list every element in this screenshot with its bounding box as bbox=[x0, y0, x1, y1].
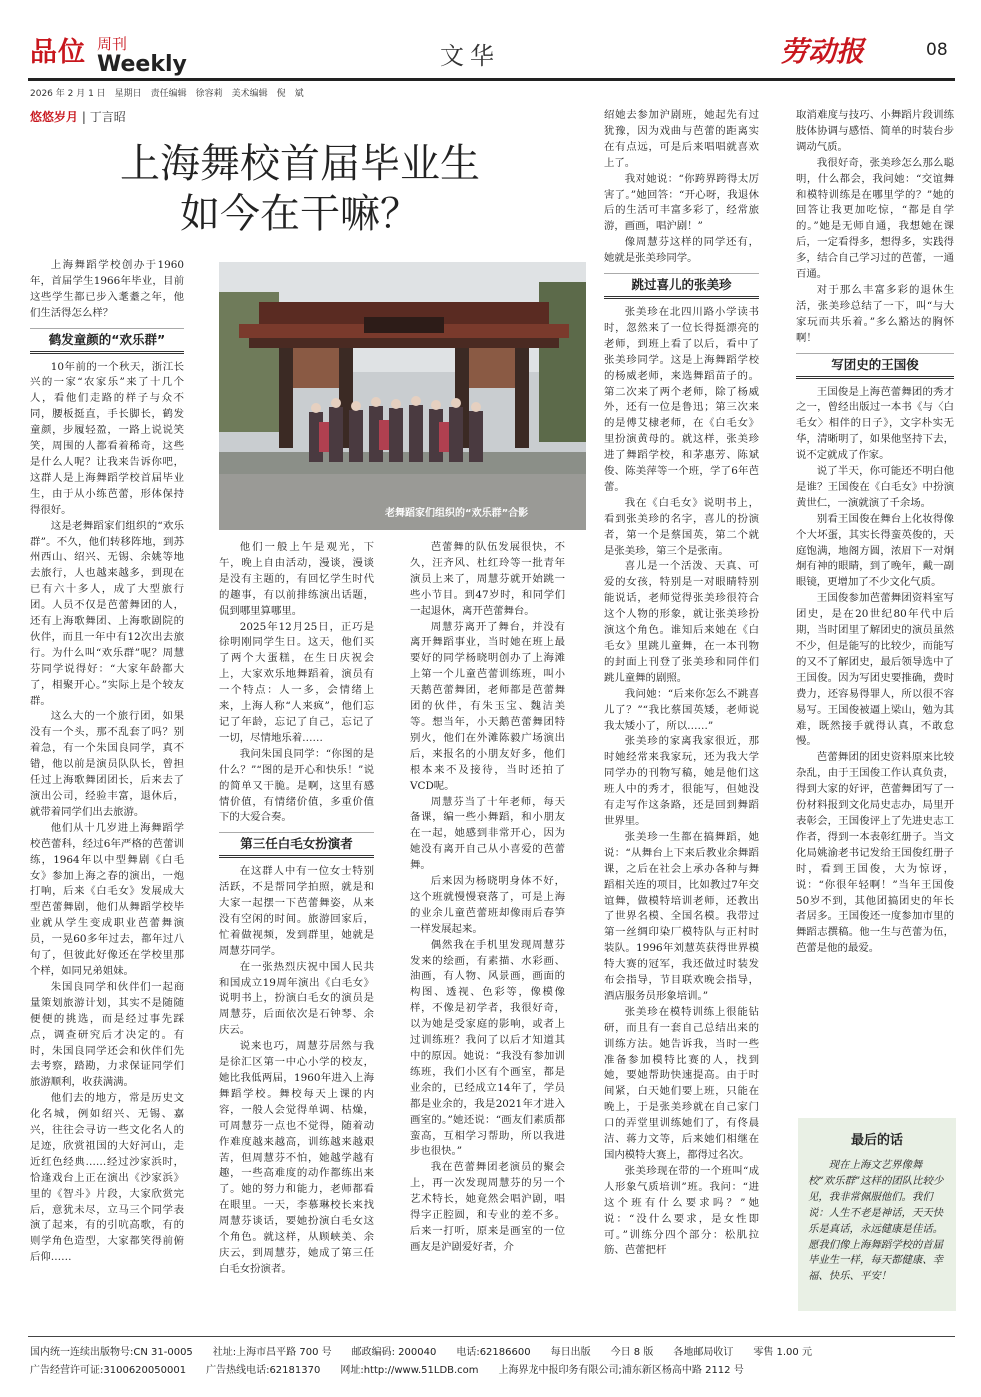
paragraph: 王国俊是上海芭蕾舞团的秀才之一，曾经出版过一本书《与〈白毛女〉相伴的日子》，文字朴实无华，清晰明了，如果他坚持下去，说不定就成了作家。 bbox=[796, 385, 954, 462]
footer-line-2: 广告经营许可证:3100620050001 广告热线电话:62181370 网址:http://www.51LDB.com 上海界龙中报印务有限公司;浦东新区杨高中路 2112 号 bbox=[30, 1365, 744, 1376]
paragraph: 我问朱国良同学：“你图的是什么？”“图的是开心和快乐！”说的简单又干脆。是啊，这里有感情价值，有情绪价值，多重价值下的大爱合奏。 bbox=[219, 747, 374, 824]
paper-name: 劳动报 bbox=[780, 35, 865, 68]
paragraph: 张美珍现在带的一个班叫“成人形象气质培训”班。我问：“进这个班有什么要求吗？”她说：“没什么要求，是女性即可。”训练分四个部分：松肌拉筋、芭蕾把杆 bbox=[604, 1164, 759, 1257]
paragraph: 取消难度与技巧、小舞蹈片段训练肢体协调与感悟、简单的时装台步调动气质。 bbox=[796, 109, 954, 153]
paragraph: 这么大的一个旅行团，如果没有一个头，那不乱套了吗？别着急，有一个朱国良同学，真不错，他以前是演员队队长，曾担任过上海歌舞团团长，后来去了演出公司，经验丰富，退休后，就带着同学们出去旅游。 bbox=[30, 710, 184, 818]
headline-line2: 如今在干嘛？ bbox=[180, 191, 420, 237]
paragraph: 像周慧芬这样的同学还有，她就是张美珍同学。 bbox=[604, 236, 759, 265]
headline-line1: 上海舞校首届毕业生 bbox=[120, 141, 480, 187]
column-tag: 悠悠岁月 | 丁言昭 bbox=[30, 110, 126, 124]
paragraph: 在这群人中有一位女士特别活跃，不是帮同学拍照，就是和大家一起摆一下芭蕾舞姿，从来没有空闲的时间。旅游回家后，忙着做视频，发到群里，她就是周慧芬同学。 bbox=[219, 865, 374, 957]
paragraph: 这是老舞蹈家们组织的“欢乐群”。不久，他们转移阵地，到苏州西山、绍兴、无锡、余姚等地去旅行，人也越来越多，到现在已有六十多人，成了大型旅行团。人员不仅是芭蕾舞团的人，还有上海歌舞团、上海歌剧院的伙伴，而且一年中有12次出去旅行。为什么叫“欢乐群”呢？周慧芬同学说得好：“大家年龄都大了，相聚开心。”实际上是个较友群。 bbox=[30, 519, 184, 707]
paragraph: 周慧芬离开了舞台，并没有离开舞蹈事业，当时她在班上最要好的同学杨晓明创办了上海滩上第一个儿童芭蕾训练班，叫小天鹅芭蕾舞团，老师都是芭蕾舞团的伙伴，有朱玉宝、魏洁美等。想当年，小天鹅芭蕾舞团特别火，他们在外滩陈毅广场演出后，来报名的小朋友好多，他们根本来不及接待，当时还拍了VCD呢。 bbox=[410, 620, 565, 792]
paragraph: 绍她去参加沪剧班，她起先有过犹豫，因为戏曲与芭蕾的距离实在有点远，可是后来唱唱就喜欢上了。 bbox=[604, 109, 759, 169]
footer-line-1: 国内统一连续出版物号:CN 31-0005 社址:上海市昌平路 700 号 邮政编码: 200040 电话:62186600 每日出版 今日 8 版 各地邮局收订 零售 1.00 元 bbox=[30, 1347, 812, 1358]
subhead-1: 鹤发童颜的“欢乐群” bbox=[30, 328, 184, 354]
paragraph: 他们从十几岁进上海舞蹈学校芭蕾科，经过6年严格的芭蕾训练，1964年以中型舞剧《白毛女》参加上海之春的演出，一炮打响，后来《白毛女》发展成大型芭蕾舞剧，他们从舞蹈学校毕业就从学生变成职业芭蕾舞演员，一晃60多年过去，都年过八旬了，但彼此好像还在学校里那个样，如同兄弟姐妹。 bbox=[30, 821, 184, 977]
masthead-rule bbox=[28, 78, 955, 81]
section-name: 文华 bbox=[440, 42, 500, 70]
paragraph: 芭蕾舞的队伍发展很快，不久，汪齐风、杜红玲等一批青年演员上来了，周慧芬就开始跳一些小节目。到47岁时，和同学们一起退休，离开芭蕾舞台。 bbox=[410, 541, 565, 617]
paragraph: 偶然我在手机里发现周慧芬发来的绘画，有素描、水彩画、油画，有人物、风景画，画面的构图、透视、色彩等，像模像样，不像是初学者，我很好奇，以为她是受家庭的影响，或者上过训练班？我问了以后才知道其中的原因。她说：“我没有参加训练班，我们小区有个画室，都是业余的，已经成立14年了，学员都是业余的，我是2021年才进入画室的。”她还说：“画友们素质都蛮高，互相学习帮助，所以我进步也很快。” bbox=[410, 938, 565, 1158]
paragraph: 对于那么丰富多彩的退休生活，张美珍总结了一下，叫“与大家玩而共乐着。”多么豁达的胸怀啊！ bbox=[796, 283, 954, 344]
subhead-3: 跳过喜儿的张美珍 bbox=[604, 273, 759, 299]
footer-rule bbox=[28, 1336, 955, 1337]
paragraph: 我在《白毛女》说明书上，看到张美珍的名字，喜儿的扮演者，第一个是蔡国英，第二个就是张美珍，第三个是张南。 bbox=[604, 496, 759, 557]
column-5 bbox=[796, 108, 954, 957]
paragraph: 在一张热烈庆祝中国人民共和国成立19周年演出《白毛女》说明书上，扮演白毛女的演员是周慧芬，后面依次是石钟琴、余庆云。 bbox=[219, 960, 374, 1037]
masthead-logo: 品位 bbox=[30, 37, 86, 68]
closing-text: 现在上海文艺界像舞校“欢乐群”这样的团队比较少见，我非常佩服他们。我们说：人生不老是神话，天天快乐是真话，永远健康是佳话。愿我们像上海舞蹈学校的首届毕业生一样，每天都健康、幸福、快乐、平安！ bbox=[808, 1159, 944, 1283]
masthead-weekly: Weekly bbox=[97, 52, 187, 77]
masthead-sub: 周刊 bbox=[97, 35, 128, 53]
subhead-4: 写团史的王国俊 bbox=[796, 353, 954, 379]
paragraph: 2025年12月25日，正巧是徐明刚同学生日。这天，他们买了两个大蛋糕，在生日庆祝会上，大家欢乐地舞蹈着，演员有一个特点：人一多，会情绪上来，上海人称“人来疯”，他们忘记了年龄，忘记了自己，忘记了一切，尽情地乐着…… bbox=[219, 620, 374, 744]
author: 丁言昭 bbox=[89, 110, 126, 124]
paragraph: 10年前的一个秋天，浙江长兴的一家“农家乐”来了十几个人，看他们走路的样子与众不同，腰板挺直，手长脚长，鹤发童颜，步履轻盈，一路上说说笑笑，周围的人都看着稀奇，这些是什么人呢？让我来告诉你吧，这群人是上海舞蹈学校首届毕业生，由于从小练芭蕾，形体保持得很好。 bbox=[30, 360, 184, 516]
column-1 bbox=[30, 258, 184, 1266]
intro-paragraph: 上海舞蹈学校创办于1960年，首届学生1966年毕业，目前这些学生都已步入耄耋之年，他们生活得怎么样？ bbox=[30, 259, 184, 319]
group-photo bbox=[219, 262, 586, 530]
paragraph: 我对她说：“你跨界跨得太厉害了。”她回答：“开心呀，我退休后的生活可丰富多彩了，经常旅游，画画，唱沪剧！” bbox=[604, 172, 759, 233]
column-3 bbox=[410, 540, 565, 1256]
paragraph: 我在芭蕾舞团老演员的聚会上，再一次发现周慧芬的另一个艺术特长，她竟然会唱沪剧，唱得字正腔圆，和专业的差不多。后来一打听，原来是画室的一位画友是沪剧爱好者，介 bbox=[410, 1161, 565, 1253]
paragraph: 他们一般上午是观光，下午，晚上自由活动，漫谈，漫谈是没有主题的，有回忆学生时代的趣事，有以前排练演出话题，侃到哪里算哪里。 bbox=[219, 541, 374, 617]
paragraph: 张美珍在模特训练上很能钻研，而且有一套自己总结出来的训练方法。她告诉我，当时一些准备参加模特比赛的人，找到她，要她帮助快速提高。由于时间紧，白天她们要上班，只能在晚上，于是张美珍就在自己家门口的弄堂里训练她们了，有佟晨洁、蒋力文等，后来她们相继在国内模特大赛上，都得过名次。 bbox=[604, 1005, 759, 1161]
paragraph: 朱国良同学和伙伴们一起商量策划旅游计划，其实不是随随便便的挑选，而是经过事先踩点，调查研究后才决定的。有时，朱国良同学还会和伙伴们先去考察，踏勘，力求保证同学们旅游顺利，收获满满。 bbox=[30, 980, 184, 1089]
paragraph: 我很好奇，张美珍怎么那么聪明，什么都会，我问她：“交谊舞和模特训练是在哪里学的？”她的回答让我更加吃惊，“都是自学的。”她是无师自通，我想她在课后，一定看得多，想得多，实践得多，结合自己学习过的芭蕾，一通百通。 bbox=[796, 156, 954, 281]
page-number: 08 bbox=[926, 40, 948, 60]
closing-title: 最后的话 bbox=[850, 1133, 903, 1148]
paragraph: 喜儿是一个活泼、天真、可爱的女孩，特别是一对眼睛特别能说话，老师觉得张美珍很符合这个人物的形象，就让张美珍扮演这个角色。谁知后来她在《白毛女》里跳儿童舞，在一本刊物的封面上刊登了张美珍和同伴们跳儿童舞的剧照。 bbox=[604, 560, 759, 684]
paragraph: 他们去的地方，常是历史文化名城，例如绍兴、无锡、嘉兴，往往会寻访一些文化名人的足迹，欣赏祖国的大好河山，走近红色经典……经过沙家浜时，恰逢戏台上正在演出《沙家浜》里的《智斗》片段，大家欣赏完后，意犹未尽，立马三个同学表演了起来，有的引吭高歌，有的则学角色造型，大家都笑得前俯后仰…… bbox=[30, 1092, 184, 1264]
paragraph: 张美珍的家离我家很近，那时她经常来我家玩，还为我大学同学办的刊物写稿，她是他们这班人中的秀才，很能写，但她没有走写作这条路，还是回到舞蹈世界里。 bbox=[604, 735, 759, 827]
column-4 bbox=[604, 108, 759, 1259]
paragraph: 张美珍在北四川路小学读书时，忽然来了一位长得挺漂亮的老师，到班上看了以后，看中了张美珍同学。这是上海舞蹈学校的杨威老师，来选舞蹈苗子的。第二次来了两个老师，除了杨威外，还有一位是鲁迅；第三次来的是傅艾棣老师，在《白毛女》里扮演黄母的。就这样，张美珍进了舞蹈学校，和茅惠芳、陈斌俊、陈美萍等一个班，学了6年芭蕾。 bbox=[604, 305, 759, 493]
paragraph: 周慧芬当了十年老师，每天备课，编一些小舞蹈，和小朋友在一起，她感到非常开心，因为她没有离开自己从小喜爱的芭蕾舞。 bbox=[410, 795, 565, 872]
paragraph: 后来因为杨晓明身体不好，这个班就慢慢衰落了，可是上海的业余儿童芭蕾班却像雨后春笋一样发展起来。 bbox=[410, 875, 565, 935]
paragraph: 我问她：“后来你怎么不跳喜儿了？”“我比蔡国英矮，老师说我太矮小了，所以……” bbox=[604, 687, 759, 732]
column-2 bbox=[219, 540, 374, 1278]
paragraph: 说来也巧，周慧芬居然与我是徐汇区第一中心小学的校友，她比我低两届，1960年进入上海舞蹈学校。舞校每天上课的内容，一般人会觉得单调、枯燥，可周慧芬一点也不觉得，随着动作难度越来越高，训练越来越艰苦，但周慧芬不怕，她越学越有趣，一些高难度的动作都练出来了。她的努力和能力，老师都看在眼里。一天，李慕琳校长来找周慧芬谈话，要她扮演白毛女这个角色。就这样，从顾峡美、余庆云，到周慧芬，她成了第三任白毛女扮演者。 bbox=[219, 1040, 374, 1275]
paragraph: 芭蕾舞团的团史资料原来比较杂乱，由于王国俊工作认真负责，得到大家的好评，芭蕾舞团写了一份材料报到文化局史志办，局里开表彰会，王国俊评上了先进史志工作者，得到一本表彰红册子。当文化局姚渝老书记发给王国俊红册子时，看到王国俊，大为惊讶，说：“你很年轻啊！”当年王国俊50岁不到，其他团搞团史的年长者居多。王国俊还一度参加市里的舞蹈志撰稿。他一生与芭蕾为伍，芭蕾是他的最爱。 bbox=[796, 751, 954, 955]
photo-caption: 老舞蹈家们组织的“欢乐群”合影 bbox=[385, 508, 529, 519]
paragraph: 别看王国俊在舞台上化妆得像个大坏蛋，其实长得蛮英俊的，天庭饱满，地阁方圆，浓眉下一对炯炯有神的眼睛，到了晚年，戴一副眼镜，更增加了不少文化气质。 bbox=[796, 512, 954, 589]
column-name: 悠悠岁月 bbox=[30, 110, 79, 124]
dateline: 2026 年 2 月 1 日 星期日 责任编辑 徐容莉 美术编辑 倪 斌 bbox=[30, 89, 304, 99]
paragraph: 说了半天，你可能还不明白他是谁？王国俊在《白毛女》中扮演黄世仁，一演就演了千余场。 bbox=[796, 465, 954, 509]
paragraph: 王国俊参加芭蕾舞团资料室写团史，是在20世纪80年代中后期，当时团里了解团史的演员虽然不少，但是能写的比较少，而能写的又不了解团史，最后领导选中了王国俊。因为写团史要推确，费时费力，还容易得罪人，所以很不容易写。王国俊被逼上梁山，勉为其难，既然接手就得认真，不敢怠慢。 bbox=[796, 592, 954, 748]
paragraph: 张美珍一生都在搞舞蹈，她说：“从舞台上下来后教业余舞蹈课，之后在社会上承办各种与舞蹈相关连的项目，比如教过7年交谊舞，做模特培训老师，还教出了世界名模、全国名模。我带过第一丝绸印染厂模特队与正村时装队。1996年刘慧英获得世界模特大赛的冠军，我还做过时装发布会指导，节目联欢晚会指导，酒店服务员形象培训。” bbox=[604, 830, 759, 1002]
subhead-2: 第三任白毛女扮演者 bbox=[219, 832, 374, 858]
